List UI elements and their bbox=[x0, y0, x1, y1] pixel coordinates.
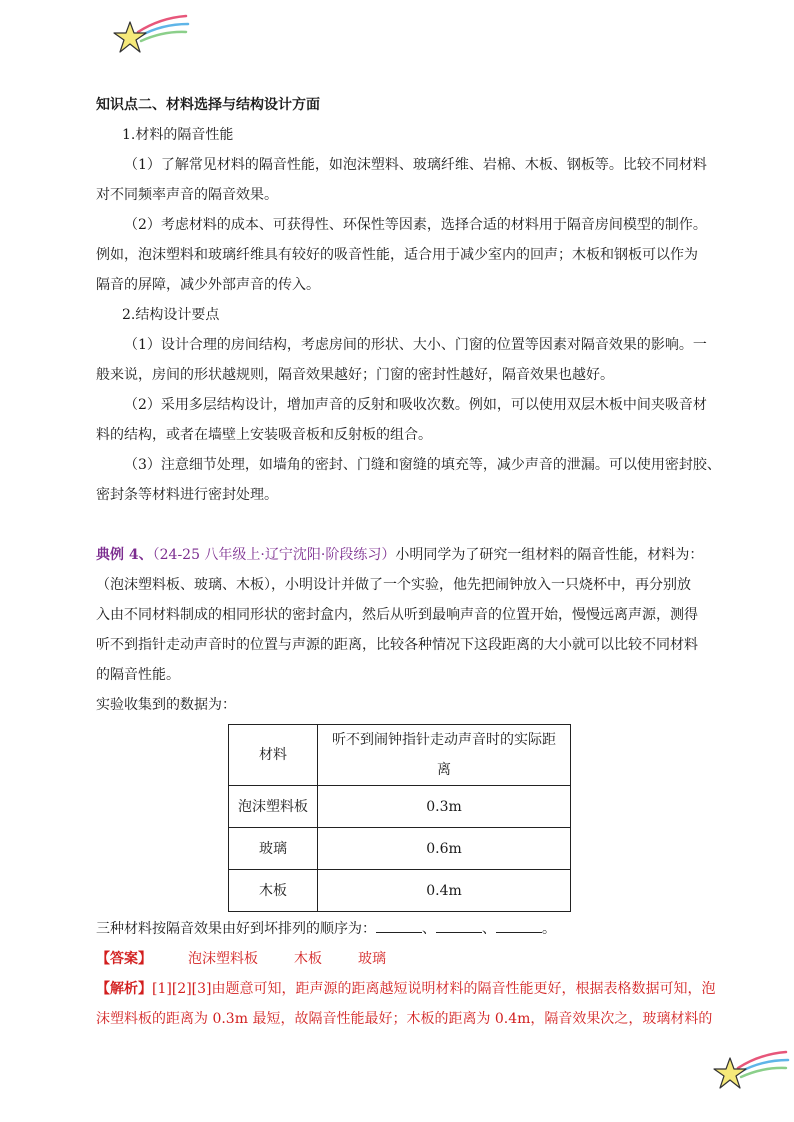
table-header: 听不到闹钟指针走动声音时的实际距离 bbox=[318, 725, 571, 786]
answer-line bbox=[96, 944, 698, 974]
analysis-line: 沫塑料板的距离为 0.3m 最短，故隔音性能最好；木板的距离为 0.4m，隔音效果次之，玻璃材料的 bbox=[96, 1011, 713, 1027]
example-line: 的隔音性能。 bbox=[96, 667, 180, 683]
answer-blank bbox=[436, 918, 482, 933]
table-cell: 0.6m bbox=[318, 828, 571, 870]
data-table bbox=[228, 724, 571, 912]
table-cell: 0.3m bbox=[318, 786, 571, 828]
subheading-material: 1.材料的隔音性能 bbox=[122, 127, 234, 143]
paragraph-line: （1）了解常见材料的隔音性能，如泡沫塑料、玻璃纤维、岩棉、木板、钢板等。比较不同材料 bbox=[124, 157, 707, 173]
paragraph-line: （2）考虑材料的成本、可获得性、环保性等因素，选择合适的材料用于隔音房间模型的制作。 bbox=[124, 217, 707, 233]
example-line: 听不到指针走动声音时的位置与声源的距离，比较各种情况下这段距离的大小就可以比较不同材料 bbox=[96, 637, 698, 653]
paragraph-line: 料的结构，或者在墙壁上安装吸音板和反射板的组合。 bbox=[96, 427, 432, 443]
subheading-structure: 2.结构设计要点 bbox=[122, 307, 220, 323]
table-cell: 木板 bbox=[229, 870, 318, 912]
example-line: （泡沫塑料板、玻璃、木板），小明设计并做了一个实验，他先把闹钟放入一只烧杯中，再分别放 bbox=[96, 577, 691, 593]
table-row bbox=[229, 870, 571, 912]
document-content bbox=[96, 90, 721, 1034]
analysis-text: [1][2][3]由题意可知，距声源的距离越短说明材料的隔音性能更好，根据表格数据可知，泡 bbox=[152, 981, 716, 997]
paragraph-line: （2）采用多层结构设计，增加声音的反射和吸收次数。例如，可以使用双层木板中间夹吸音材 bbox=[124, 397, 707, 413]
example-intro bbox=[96, 540, 704, 570]
example-label: 典例 4、 bbox=[96, 547, 153, 563]
section-title: 知识点二、材料选择与结构设计方面 bbox=[96, 97, 320, 113]
example-line: 入由不同材料制成的相同形状的密封盒内，然后从听到最响声音的位置开始，慢慢远离声源，测得 bbox=[96, 607, 698, 623]
blank-separator: 、 bbox=[422, 921, 436, 937]
shooting-star-icon bbox=[108, 14, 190, 62]
table-row bbox=[229, 786, 571, 828]
paragraph-line: 般来说，房间的形状越规则，隔音效果越好；门窗的密封性越好，隔音效果也越好。 bbox=[96, 367, 614, 383]
answer-label: 【答案】 bbox=[96, 951, 152, 967]
paragraph-line: 例如，泡沫塑料和玻璃纤维具有较好的吸音性能，适合用于减少室内的回声；木板和钢板可以作为 bbox=[96, 247, 698, 263]
paragraph-line: 密封条等材料进行密封处理。 bbox=[96, 487, 278, 503]
table-header: 材料 bbox=[229, 725, 318, 786]
paragraph-line: （1）设计合理的房间结构，考虑房间的形状、大小、门窗的位置等因素对隔音效果的影响。一 bbox=[124, 337, 707, 353]
example-text: 小明同学为了研究一组材料的隔音性能，材料为： bbox=[395, 547, 704, 563]
answer-item: 泡沫塑料板 bbox=[188, 951, 258, 967]
table-cell: 玻璃 bbox=[229, 828, 318, 870]
question-text: 三种材料按隔音效果由好到坏排列的顺序为： bbox=[96, 921, 376, 937]
data-intro: 实验收集到的数据为： bbox=[96, 697, 236, 713]
table-row bbox=[229, 828, 571, 870]
shooting-star-icon bbox=[708, 1050, 790, 1098]
table-header-row bbox=[229, 725, 571, 786]
example-source: （24-25 八年级上·辽宁沈阳·阶段练习） bbox=[152, 547, 396, 563]
blank-separator: 、 bbox=[482, 921, 496, 937]
question-line bbox=[96, 914, 698, 944]
analysis-line bbox=[96, 974, 716, 1004]
answer-blank bbox=[376, 918, 422, 933]
answer-item: 玻璃 bbox=[358, 951, 386, 967]
paragraph-line: （3）注意细节处理，如墙角的密封、门缝和窗缝的填充等，减少声音的泄漏。可以使用密封胶、 bbox=[124, 457, 721, 473]
paragraph-line: 对不同频率声音的隔音效果。 bbox=[96, 187, 278, 203]
question-end: 。 bbox=[542, 921, 556, 937]
table-cell: 0.4m bbox=[318, 870, 571, 912]
analysis-label: 【解析】 bbox=[96, 981, 152, 997]
table-cell: 泡沫塑料板 bbox=[229, 786, 318, 828]
paragraph-line: 隔音的屏障，减少外部声音的传入。 bbox=[96, 277, 320, 293]
answer-blank bbox=[496, 918, 542, 933]
answer-item: 木板 bbox=[294, 951, 322, 967]
